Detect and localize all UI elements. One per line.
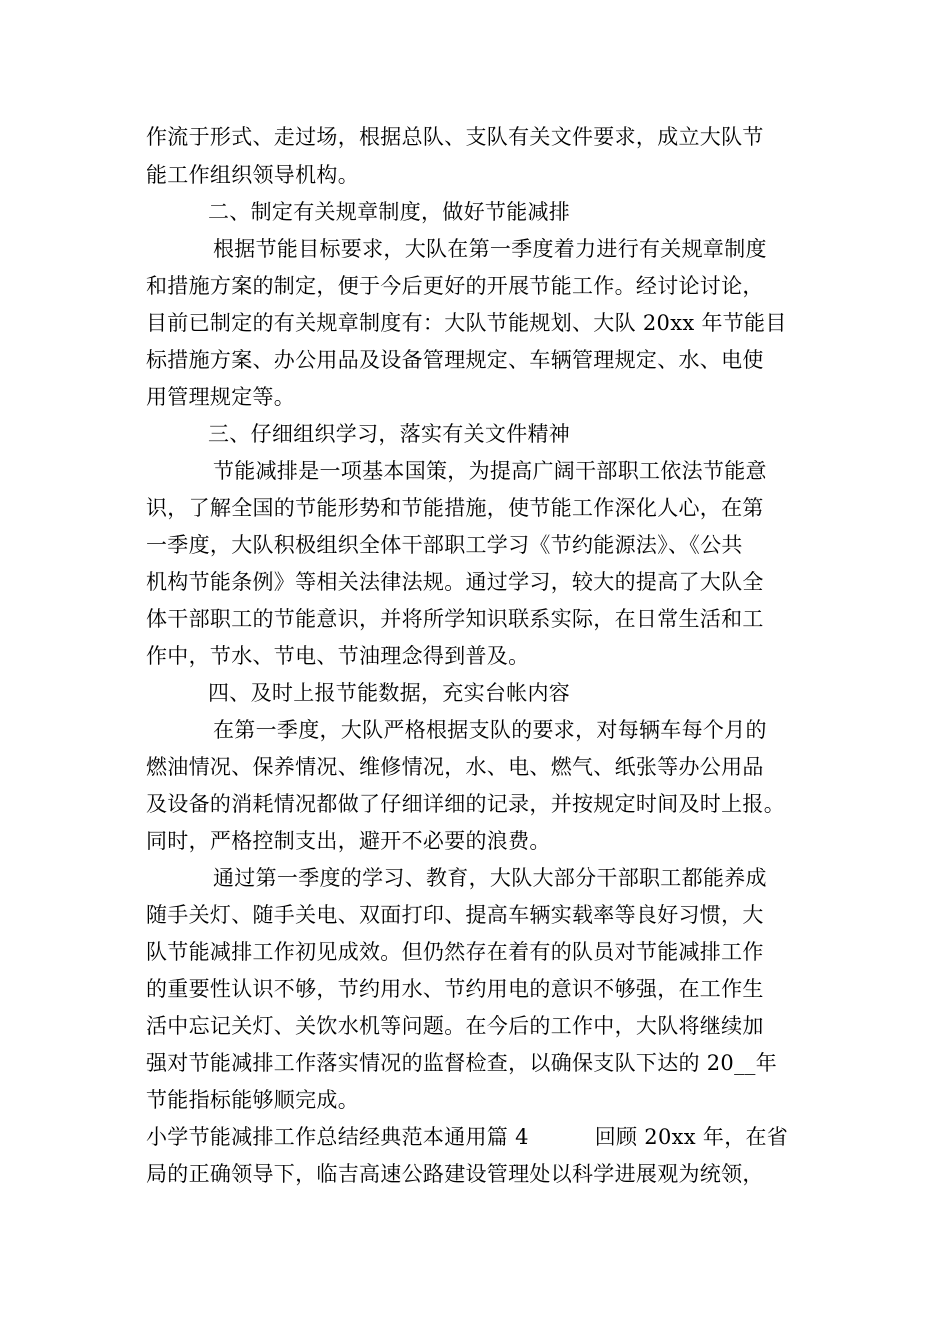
paragraph-line: 的重要性认识不够，节约用水、节约用电的意识不够强，在工作生	[146, 977, 764, 1001]
paragraph-line: 队节能减排工作初见成效。但仍然存在着有的队员对节能减排工作	[146, 940, 764, 964]
paragraph-line: 在第一季度，大队严格根据支队的要求，对每辆车每个月的	[213, 718, 767, 742]
paragraph-line: 机构节能条例》等相关法律法规。通过学习，较大的提高了大队全	[146, 570, 764, 594]
paragraph-line: 作中，节水、节电、节油理念得到普及。	[146, 644, 530, 668]
paragraph-line: 燃油情况、保养情况、维修情况，水、电、燃气、纸张等办公用品	[146, 755, 764, 779]
paragraph-line: 识，了解全国的节能形势和节能措施，使节能工作深化人心，在第	[146, 496, 764, 520]
paragraph-line: 体干部职工的节能意识，并将所学知识联系实际，在日常生活和工	[146, 607, 764, 631]
section-heading: 四、及时上报节能数据，充实台帐内容	[208, 681, 571, 705]
paragraph-line: 通过第一季度的学习、教育，大队大部分干部职工都能养成	[213, 866, 767, 890]
paragraph-line: 同时，严格控制支出，避开不必要的浪费。	[146, 829, 551, 853]
paragraph-line: 节能减排是一项基本国策，为提高广阔干部职工依法节能意	[213, 459, 767, 483]
paragraph-line: 目前已制定的有关规章制度有：大队节能规划、大队 20xx 年节能目	[146, 311, 787, 335]
paragraph-line: 节能指标能够顺完成。	[146, 1088, 359, 1112]
paragraph-line: 用管理规定等。	[146, 385, 296, 409]
paragraph-line: 及设备的消耗情况都做了仔细详细的记录，并按规定时间及时上报。	[146, 792, 785, 816]
section-heading: 三、仔细组织学习，落实有关文件精神	[208, 422, 571, 446]
paragraph-line: 一季度，大队积极组织全体干部职工学习《节约能源法》、《公共	[146, 533, 743, 557]
section-title-line	[146, 1122, 846, 1152]
paragraph-line: 随手关灯、随手关电、双面打印、提高车辆实载率等良好习惯，大	[146, 903, 764, 927]
text-line: 作流于形式、走过场，根据总队、支队有关文件要求，成立大队节	[146, 125, 764, 149]
paragraph-line: 局的正确领导下，临吉高速公路建设管理处以科学进展观为统领，	[146, 1162, 764, 1186]
paragraph-line: 根据节能目标要求，大队在第一季度着力进行有关规章制度	[213, 237, 767, 261]
paragraph-line: 活中忘记关灯、关饮水机等问题。在今后的工作中，大队将继续加	[146, 1014, 764, 1038]
paragraph-line: 和措施方案的制定，便于今后更好的开展节能工作。经讨论讨论，	[146, 274, 764, 298]
text-line: 能工作组织领导机构。	[146, 163, 359, 187]
paragraph-line: 标措施方案、办公用品及设备管理规定、车辆管理规定、水、电使	[146, 348, 764, 372]
paragraph-line: 强对节能减排工作落实情况的监督检查，以确保支队下达的 20__年	[146, 1051, 777, 1075]
section-heading: 二、制定有关规章制度，做好节能减排	[208, 200, 571, 224]
section-title: 小学节能减排工作总结经典范本通用篇 4	[146, 1125, 529, 1149]
section-intro: 回顾 20xx 年，在省	[594, 1125, 789, 1149]
